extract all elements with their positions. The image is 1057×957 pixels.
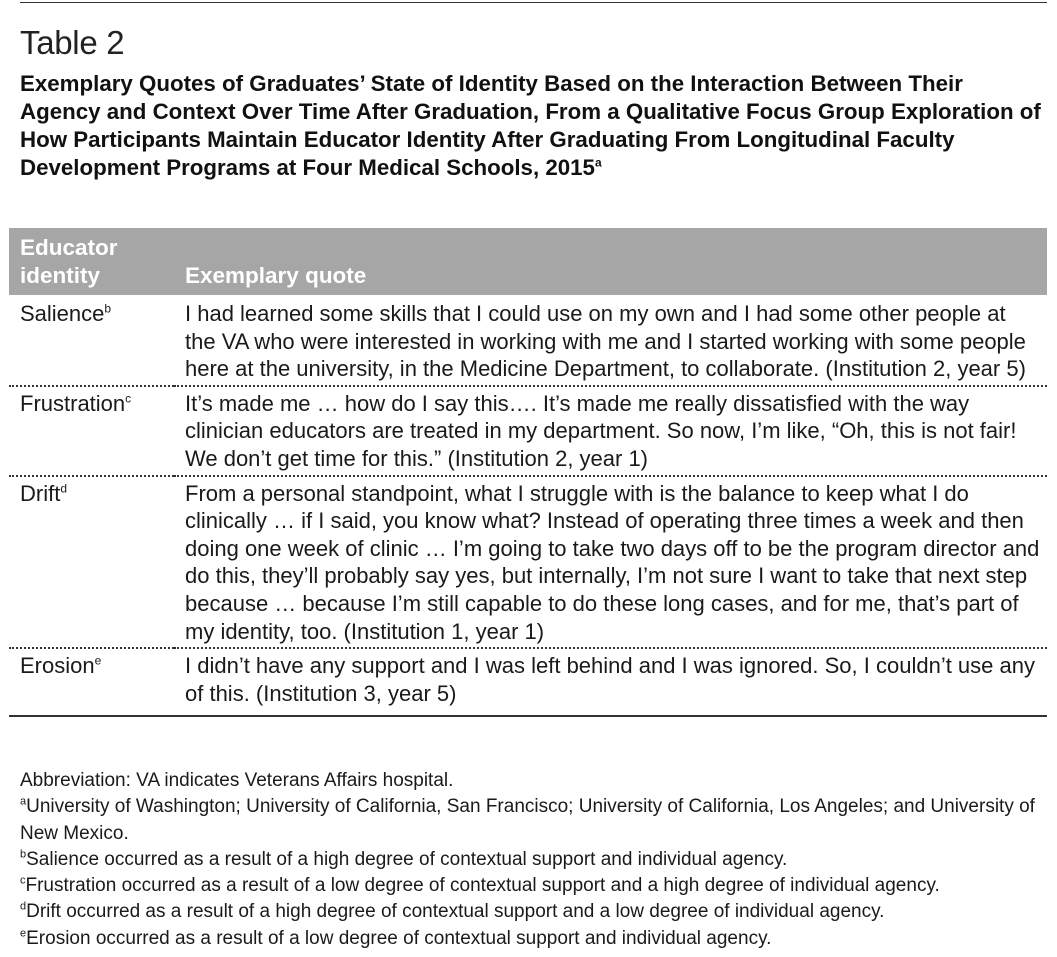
caption-text: Exemplary Quotes of Graduates’ State of Identity Based on the Interaction Between Their Agency and Context Over Time After Graduation, From a Qualitative Focus Group Exploration of How Participants Maintain Educator Identity After Graduating From Longitudinal Faculty Development Programs at Four Medical Schools, 2015 [20, 71, 1041, 180]
top-rule [20, 2, 1047, 3]
identity-footnote-marker: e [94, 653, 102, 668]
quote-cell: I didn’t have any support and I was left behind and I was ignored. So, I couldn’t use any of this. (Institution 3, year 5) [174, 648, 1047, 716]
identity-label: Drift [20, 480, 61, 506]
footnote [20, 794, 1045, 847]
identity-cell [9, 648, 174, 716]
header-educator-identity: Educator identity [20, 235, 118, 288]
footnote-marker: d [20, 901, 27, 914]
footnote-text: Salience occurred as a result of a high degree of contextual support and individual agency. [26, 848, 788, 870]
footnote [20, 899, 1045, 925]
footnote-marker: c [20, 874, 26, 887]
identity-label: Frustration [20, 390, 126, 416]
identity-label: Erosion [20, 653, 95, 679]
footnote-text: Drift occurred as a result of a high degree of contextual support and a low degree of individual agency. [26, 901, 885, 923]
table-notes [20, 768, 1045, 952]
quote-cell: From a personal standpoint, what I struggle with is the balance to keep what I do clinically … if I said, you know what? Instead of operating three times a week and then doing one week of clinic … I’m going to take two days off to be the program director and do this, they’ll probably say yes, but internally, I’m not sure I want to take that next step because … because I’m still capable to do these long cases, and for me, that’s part of my identity, too. (Institution 1, year 1) [174, 476, 1047, 649]
identity-cell [9, 295, 174, 386]
identity-footnote-marker: d [60, 481, 68, 496]
footnote-text: Frustration occurred as a result of a low degree of contextual support and a high degree of individual agency. [25, 875, 940, 897]
table-row [9, 648, 1047, 716]
table-label: Table 2 [20, 24, 125, 61]
caption-footnote-marker: a [594, 155, 602, 170]
table-caption [20, 70, 1045, 182]
table-row [9, 476, 1047, 649]
quote-cell: It’s made me … how do I say this…. It’s made me really dissatisfied with the way clinician educators are treated in my department. So now, I’m like, “Oh, this is not fair! We don’t get time for this.” (Institution 2, year 1) [174, 386, 1047, 476]
footnote-marker: b [20, 848, 27, 861]
identity-footnote-marker: c [125, 391, 132, 406]
header-row [9, 228, 1047, 295]
footnote-marker: e [20, 927, 27, 940]
footnote [20, 847, 1045, 873]
identity-cell [9, 386, 174, 476]
identity-label: Salience [20, 301, 105, 326]
footnote [20, 926, 1045, 952]
abbreviation-note: Abbreviation: VA indicates Veterans Affairs hospital. [20, 770, 454, 791]
footnote [20, 873, 1045, 899]
identity-footnote-marker: b [104, 301, 112, 316]
table-row [9, 386, 1047, 476]
identity-cell [9, 476, 174, 649]
footnote-marker: a [20, 795, 27, 808]
header-exemplary-quote: Exemplary quote [185, 263, 367, 288]
quote-cell: I had learned some skills that I could use on my own and I had some other people at the VA who were interested in working with me and I started working with some people here at the university, in the Medicine Department, to collaborate. (Institution 2, year 5) [185, 301, 1026, 382]
footnote-text: Erosion occurred as a result of a low degree of contextual support and individual agency. [26, 927, 772, 949]
quotes-table [9, 228, 1047, 717]
footnote-text: University of Washington; University of California, San Francisco; University of California, Los Angeles; and University of New Mexico. [20, 796, 1035, 844]
table-row [9, 295, 1047, 386]
